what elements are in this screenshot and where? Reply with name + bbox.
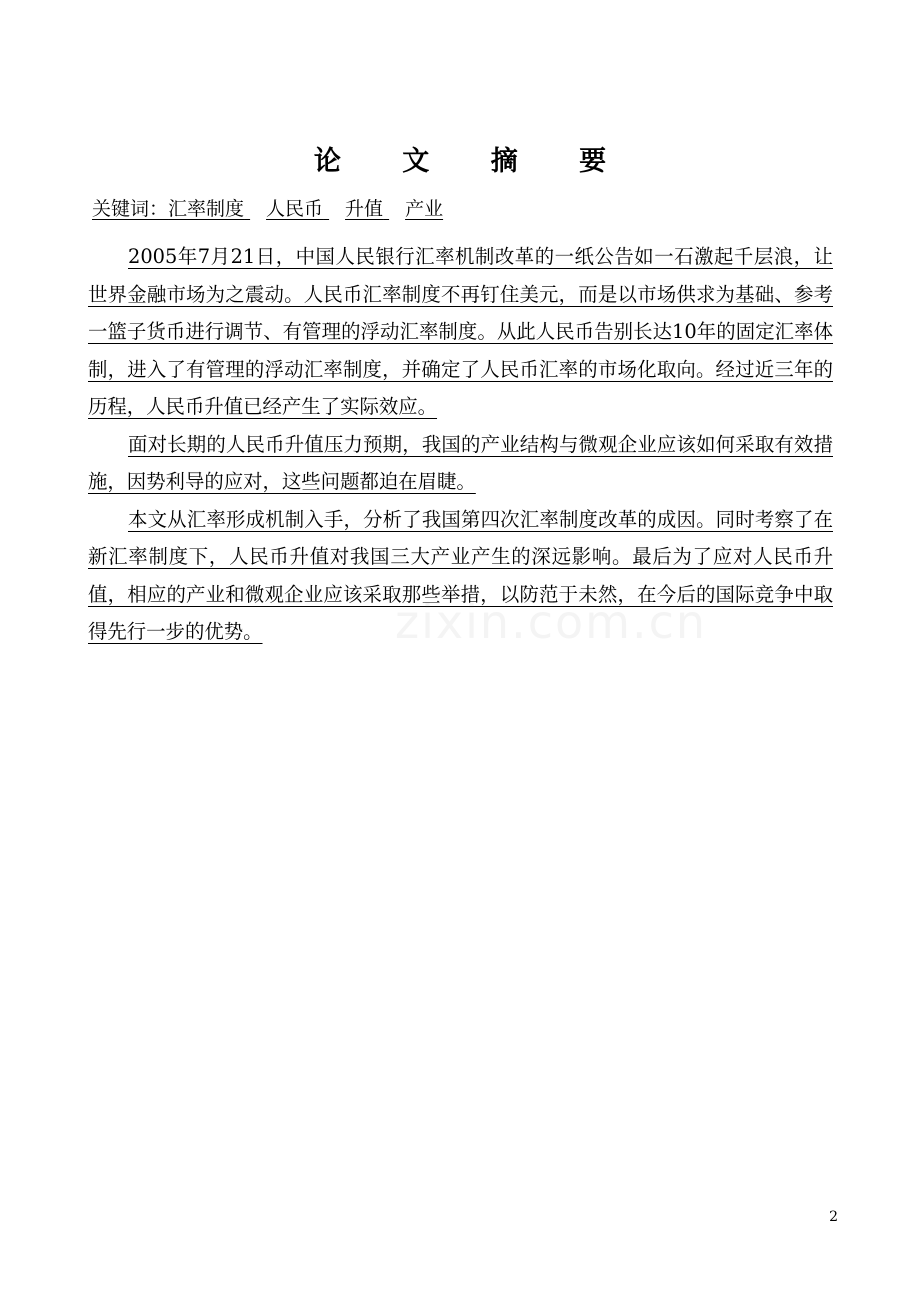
- paragraph-text: 2005年7月21日，中国人民银行汇率机制改革的一纸公告如一石激起千层浪，让世界金融市场为之震动。人民币汇率制度不再钉住美元，而是以市场供求为基础、参考一篮子货币进行调节、有管理的浮动汇率制度。从此人民币告别长达10年的固定汇率体制，进入了有管理的浮动汇率制度，并确定了人民币汇率的市场化取向。经过近三年的历程，人民币升值已经产生了实际效应。: [88, 245, 833, 418]
- keyword-4: 产业: [405, 198, 444, 220]
- abstract-paragraph-3: [88, 501, 833, 651]
- abstract-title: 论 文 摘 要: [313, 146, 633, 177]
- abstract-paragraph-2: [88, 426, 833, 501]
- keyword-2: 人民币: [266, 198, 324, 220]
- keyword-spacer: [323, 192, 345, 226]
- paragraph-text: 面对长期的人民币升值压力预期，我国的产业结构与微观企业应该如何采取有效措施，因势利导的应对，这些问题都迫在眉睫。: [88, 432, 833, 493]
- keyword-spacer: [383, 192, 405, 226]
- keywords-label: 关键词：: [92, 198, 169, 220]
- page-number: 2: [829, 1209, 838, 1225]
- abstract-paragraph-1: [88, 238, 833, 426]
- abstract-body: [88, 238, 833, 651]
- watermark-text: zixin.com.cn: [395, 595, 708, 649]
- paragraph-text: 本文从汇率形成机制入手，分析了我国第四次汇率制度改革的成因。同时考察了在新汇率制度下，人民币升值对我国三大产业产生的深远影响。最后为了应对人民币升值，相应的产业和微观企业应该采取那些举措，以防范于未然，在今后的国际竞争中取得先行一步的优势。: [88, 507, 833, 643]
- keywords-line: [92, 192, 852, 226]
- keyword-3: 升值: [345, 198, 384, 220]
- keyword-spacer: [244, 192, 266, 226]
- keyword-1: 汇率制度: [168, 198, 245, 220]
